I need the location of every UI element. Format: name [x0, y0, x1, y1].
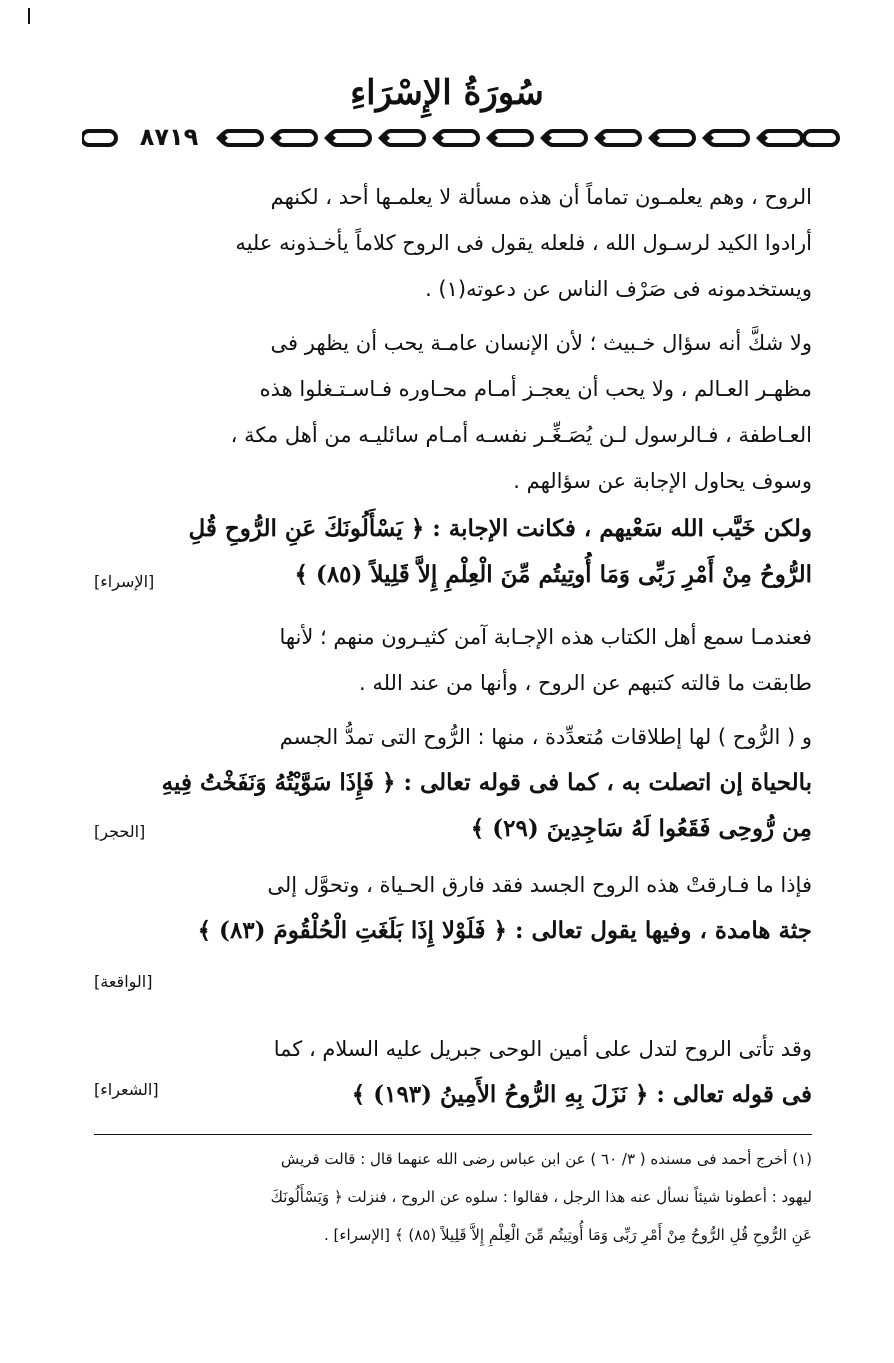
footnote-text: (١) أخرج أحمد فى مسنده ( ٣/ ٦٠ ) عن ابن عباس رضى الله عنهما قال : قالت قريش [280, 1150, 812, 1168]
paragraph-line: ويستخدمونه فى صَرْف الناس عن دعوته(١) . [425, 277, 812, 301]
paragraph-line: وسوف يحاول الإجابة عن سؤالهم . [513, 469, 812, 493]
footnote-line [94, 1178, 812, 1216]
quran-verse-line: ولكن خَيَّب الله سَعْيهم ، فكانت الإجابة : ﴿ يَسْأَلُونَكَ عَنِ الرُّوحِ قُلِ [188, 515, 812, 542]
paragraph-7 [94, 1026, 812, 1122]
page-edge-mark [28, 8, 30, 24]
paragraph-line: فعندمـا سمع أهل الكتاب هذه الإجـابة آمن كثيـرون منهم ؛ لأنها [279, 625, 812, 649]
surah-title: سُورَةُ الإِسْرَاءِ [350, 73, 544, 113]
paragraph-line: الروح ، وهم يعلمـون تماماً أن هذه مسألة لا يعلمـها أحد ، لكنهم [270, 185, 812, 209]
verse-reference: [الحجر] [94, 822, 146, 841]
paragraph-line: العـاطفة ، فـالرسول لـن يُصَـغِّـر نفسـه أمـام سائليـه من أهل مكة ، [230, 423, 812, 447]
quran-verse-line: جثة هامدة ، وفيها يقول تعالى : ﴿ فَلَوْلا إِذَا بَلَغَتِ الْحُلْقُومَ (٨٣) ﴾ [197, 917, 812, 944]
paragraph-6 [94, 862, 812, 956]
paragraph-line: طابقت ما قالته كتبهم عن الروح ، وأنها من عند الله . [359, 671, 812, 695]
paragraph-5 [94, 714, 812, 856]
footnote-text: ليهود : أعطونا شيئاً نسأل عنه هذا الرجل ، فقالوا : سلوه عن الروح ، فنزلت ﴿ وَيَسْأَلُونَكَ [270, 1188, 812, 1206]
footnote-divider [94, 1134, 812, 1135]
paragraph-line: ولا شكَّ أنه سؤال خـبيث ؛ لأن الإنسان عامـة يحب أن يظهر فى [270, 331, 812, 355]
paragraph-line: فإذا ما فـارقتْ هذه الروح الجسد فقد فارق الحـياة ، وتحوَّل إلى [267, 873, 812, 897]
quran-verse-line: فى قوله تعالى : ﴿ نَزَلَ بِهِ الرُّوحُ الأَمِينُ (١٩٣) ﴾ [351, 1081, 812, 1108]
quran-verse-line: الرُّوحُ مِنْ أَمْرِ رَبِّى وَمَا أُوتِيتُم مِّنَ الْعِلْمِ إِلاَّ قَلِيلاً (٨٥) ﴾ [294, 561, 812, 588]
paragraph-4 [94, 614, 812, 708]
paragraph-line: و ( الرُّوح ) لها إطلاقات مُتعدِّدة ، منها : الرُّوح التى تمدُّ الجسم [279, 725, 812, 749]
verse-reference: [الشعراء] [94, 1080, 159, 1099]
paragraph-line: مظهـر العـالم ، ولا يحب أن يعجـز أمـام محـاوره فـاسـتـغلوا هذه [259, 377, 812, 401]
footnote-line [94, 1140, 812, 1178]
paragraph-3 [94, 506, 812, 604]
page-number: ٨٧١٩ [126, 120, 212, 154]
verse-reference: [الإسراء] [94, 572, 155, 591]
paragraph-line: أرادوا الكيد لرسـول الله ، فلعله يقول فى الروح كلاماً يأخـذونه عليه [235, 231, 812, 255]
footnote-text: عَنِ الرُّوحِ قُلِ الرُّوحُ مِنْ أَمْرِ رَبِّى وَمَا أُوتِيتُم مِّنَ الْعِلْمِ إِلاَّ قَلِيلاً (٨٥) ﴾ [الإسراء] . [324, 1226, 812, 1244]
footnote-line [94, 1216, 812, 1254]
quran-verse-line: مِن رُّوحِى فَقَعُوا لَهُ سَاجِدِينَ (٢٩) ﴾ [470, 815, 812, 842]
paragraph-line: وقد تأتى الروح لتدل على أمين الوحى جبريل عليه السلام ، كما [273, 1037, 812, 1061]
paragraph-1 [94, 174, 812, 314]
verse-reference: [الواقعة] [94, 972, 153, 991]
quran-verse-line: بالحياة إن اتصلت به ، كما فى قوله تعالى : ﴿ فَإِذَا سَوَّيْتُهُ وَنَفَخْتُ فِيهِ [161, 769, 812, 796]
paragraph-2 [94, 320, 812, 504]
